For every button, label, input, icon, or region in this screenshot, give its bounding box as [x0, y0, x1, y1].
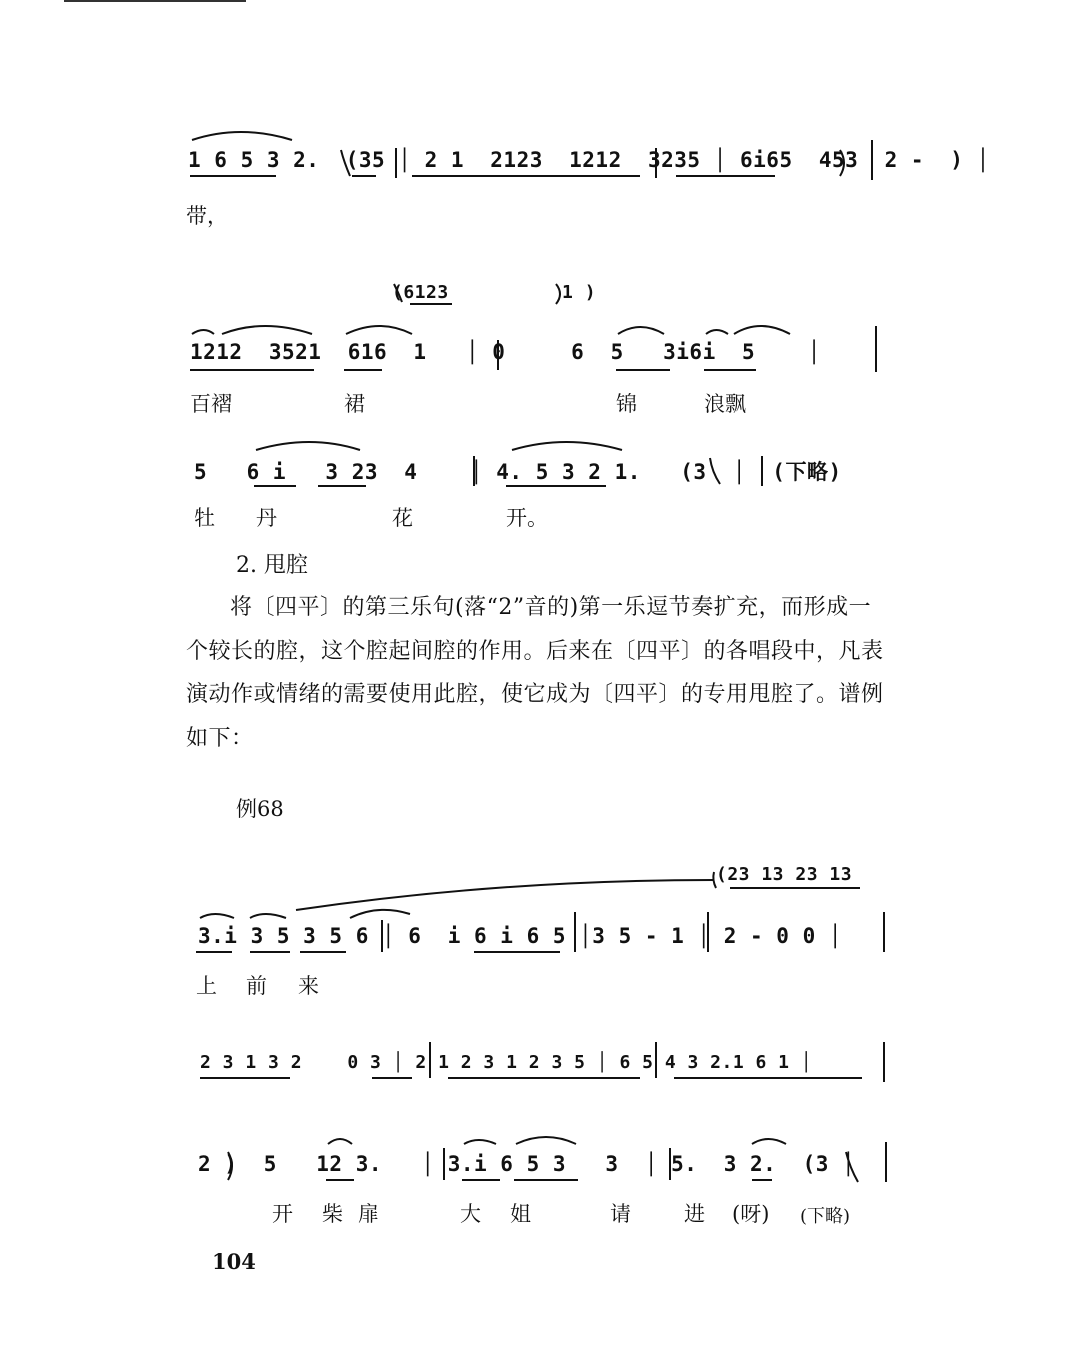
slur [752, 1139, 786, 1144]
lyric: 牡 [194, 506, 215, 530]
lyric: 前 [246, 974, 267, 998]
lyric: 柴 [322, 1202, 343, 1226]
slur [296, 880, 714, 910]
section-paragraph: 将〔四平〕的第三乐句(落“2”音的)第一乐逗节奏扩充，而形成一个较长的腔，这个腔起间腔的作用。后来在〔四平〕的各唱段中，凡表演动作或情绪的需要使用此腔，使它成为〔四平〕的专用甩腔了。谱例如下： [186, 595, 884, 751]
slur [250, 914, 286, 918]
lyric: 丹 [256, 506, 277, 530]
lyric: 浪飘 [704, 392, 746, 416]
score-system-3-notes: 5 6 i 3 23 4 │ 4. 5 3 2 1. (3 │ (下略) [194, 460, 842, 484]
lyric: 来 [298, 974, 319, 998]
top-rule [64, 0, 246, 2]
lyric: 大 [460, 1202, 481, 1226]
slur [192, 330, 214, 334]
lyric: 开。 [506, 506, 548, 530]
lyric: 扉 [358, 1202, 379, 1226]
lyric: 姐 [510, 1202, 531, 1226]
section-heading: 2. 甩腔 [236, 553, 308, 578]
slur [346, 326, 412, 334]
score-system-1-notes: 1 6 5 3 2. (35 │ 2 1 2123 1212 3235 │ 6i65 453 2 - ) │ [188, 148, 990, 172]
slur [618, 327, 664, 334]
lyric: 进 [684, 1202, 705, 1226]
example-system-1-notes: 3.i 3 5 3 5 6 │ 6 i 6 i 6 5 │3 5 - 1 │ 2 - 0 0 │ [198, 924, 843, 948]
lyric: 开 [272, 1202, 293, 1226]
example-system-1-grace: (23 13 23 13 [716, 864, 853, 885]
lyric: 上 [196, 974, 217, 998]
slur [516, 1137, 576, 1144]
score-system-2-notes: 1212 3521 616 1 │ 0 6 5 3i6i 5 │ [190, 340, 821, 364]
lyric: (下略) [800, 1206, 851, 1227]
example-system-2-notes: 2 3 1 3 2 0 3 │ 2 1 2 3 1 2 3 5 │ 6 5 4 3 2.1 6 1 │ [200, 1052, 813, 1073]
lyric: 花 [392, 506, 413, 530]
example-system-3-notes: 2 ) 5 12 3. │ 3.i 6 5 3 3 │ 5. 3 2. (3 │ [198, 1152, 856, 1176]
slur [706, 330, 728, 334]
slur [192, 132, 292, 140]
slur [256, 442, 360, 450]
score-system-1-lyrics: 带， [186, 204, 228, 228]
slur [222, 326, 312, 334]
slur [512, 442, 622, 450]
lyric: (呀) [732, 1202, 770, 1226]
slur [350, 910, 410, 918]
lyric: 百褶 [190, 392, 232, 416]
lyric: 请 [610, 1202, 631, 1226]
score-system-2-grace: (6123 1 ) [392, 282, 597, 303]
slur [328, 1139, 352, 1144]
page-number: 104 [212, 1249, 256, 1274]
lyric: 裙 [344, 392, 365, 416]
lyric: 锦 [616, 392, 637, 416]
example-label: 例68 [236, 797, 284, 821]
slur [464, 1140, 496, 1144]
slur [200, 914, 234, 918]
slur [734, 326, 790, 334]
